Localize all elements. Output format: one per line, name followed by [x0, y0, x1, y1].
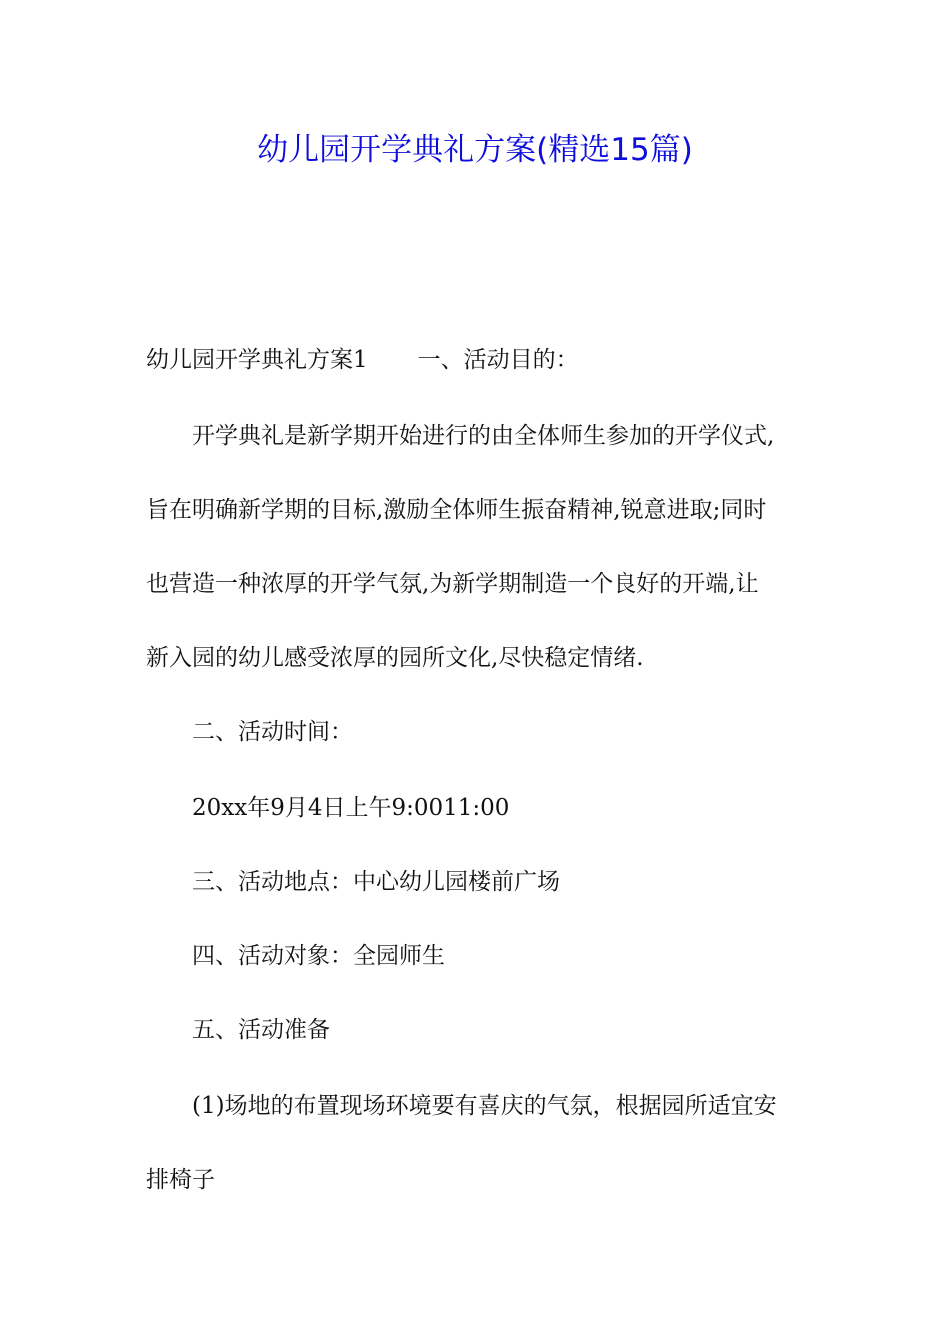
item-1-heading: 一、活动目的：: [417, 347, 579, 373]
paragraph-1-line-4: 新入园的幼儿感受浓厚的园所文化,尽快稳定情绪.: [146, 645, 644, 671]
item-4: 四、活动对象：全园师生: [192, 943, 445, 969]
item-5-sub-1-line-1: (1)场地的布置现场环境要有喜庆的气氛，根据园所适宜安: [192, 1093, 777, 1119]
item-5-heading: 五、活动准备: [192, 1017, 330, 1043]
item-3: 三、活动地点：中心幼儿园楼前广场: [192, 869, 560, 895]
paragraph-1-line-2: 旨在明确新学期的目标,激励全体师生振奋精神,锐意进取;同时: [146, 497, 767, 523]
section-heading-line: [146, 344, 579, 376]
document-title: 幼儿园开学典礼方案(精选15篇): [257, 132, 693, 168]
item-2-value: 20xx年9月4日上午9:0011:00: [192, 795, 510, 821]
item-2-heading: 二、活动时间：: [192, 719, 353, 745]
paragraph-1-line-1: 开学典礼是新学期开始进行的由全体师生参加的开学仪式,: [192, 423, 775, 449]
item-5-sub-1-line-2: 排椅子: [146, 1167, 215, 1193]
section-heading: 幼儿园开学典礼方案1: [146, 347, 368, 373]
paragraph-1-line-3: 也营造一种浓厚的开学气氛,为新学期制造一个良好的开端,让: [146, 571, 759, 597]
